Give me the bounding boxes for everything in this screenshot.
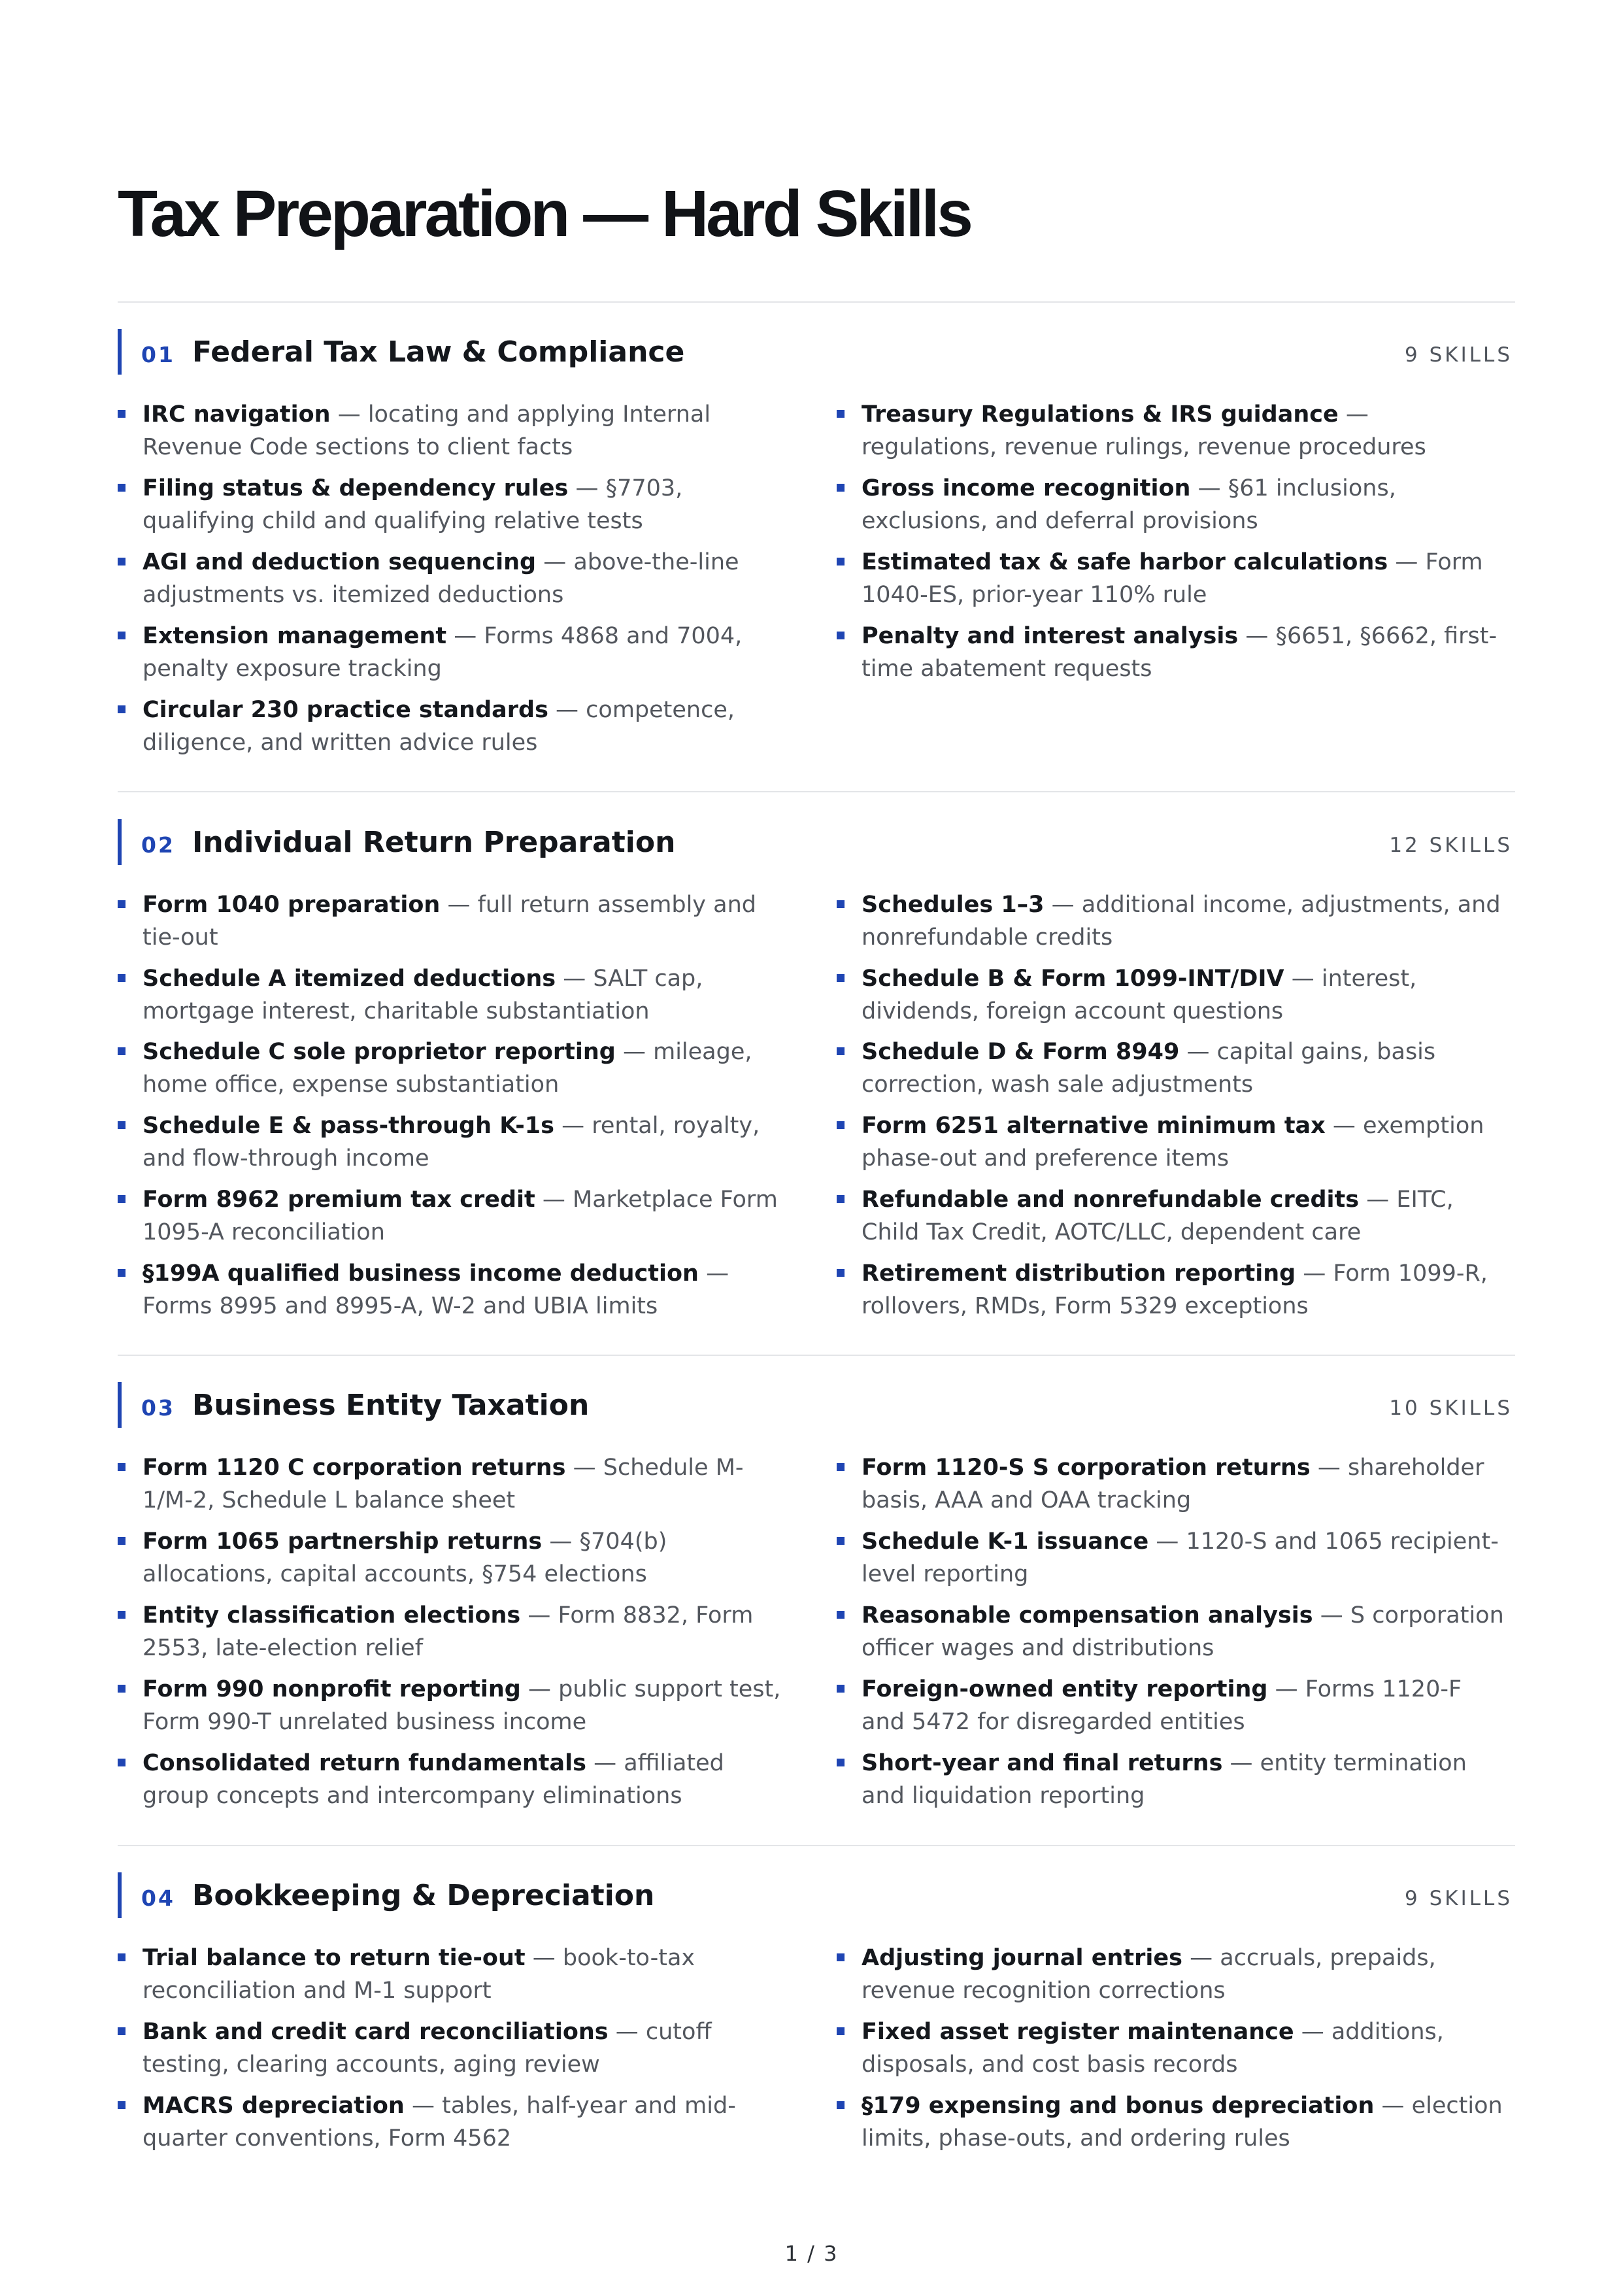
skill-description: — election limits, phase-outs, and ordering rules — [862, 2093, 1503, 2152]
skill-item — [118, 1673, 791, 1738]
skill-name: Trial balance to return tie-out — [142, 1945, 526, 1971]
skill-item — [118, 2016, 791, 2081]
bullet-square-icon — [837, 900, 845, 908]
skill-name: Fixed asset register maintenance — [862, 2019, 1294, 2045]
skill-description: — cutoff testing, clearing accounts, aging review — [142, 2019, 712, 2078]
skill-name: Retirement distribution reporting — [862, 1260, 1296, 1287]
bullet-square-icon — [837, 2027, 845, 2035]
skill-item — [118, 1451, 791, 1517]
skill-description: — Forms 1120-F and 5472 for disregarded entities — [862, 1676, 1462, 1735]
bullet-square-icon — [118, 1759, 125, 1766]
skill-name: Schedules 1–3 — [862, 892, 1045, 918]
section-accent-bar — [118, 1382, 122, 1428]
section-divider — [118, 1355, 1515, 1356]
section-skill-count: 12 SKILLS — [1389, 834, 1513, 857]
skill-description: — entity termination and liquidation reporting — [862, 1750, 1467, 1809]
skill-item — [118, 472, 791, 537]
skill-name: Schedule A itemized deductions — [142, 966, 556, 992]
skill-description: — §704(b) allocations, capital accounts, §754 elections — [142, 1528, 667, 1587]
skill-name: Refundable and nonrefundable credits — [862, 1187, 1360, 1213]
bullet-square-icon — [118, 1685, 125, 1693]
skill-description: — affiliated group concepts and intercompany eliminations — [142, 1750, 724, 1809]
bullet-square-icon — [837, 1685, 845, 1693]
bullet-square-icon — [837, 484, 845, 492]
bullet-square-icon — [118, 2101, 125, 2109]
skill-description: — rental, royalty, and flow-through income — [142, 1113, 760, 1172]
skill-name: Short-year and final returns — [862, 1750, 1223, 1776]
skill-item — [118, 1109, 791, 1175]
skill-item — [837, 2016, 1510, 2081]
page-number: 1 / 3 — [784, 2241, 839, 2266]
section-header — [118, 1872, 1515, 1919]
title-divider — [118, 301, 1515, 303]
skill-name: Schedule K-1 issuance — [862, 1528, 1149, 1555]
bullet-square-icon — [118, 1537, 125, 1545]
skill-name: Bank and credit card reconciliations — [142, 2019, 609, 2045]
skill-item — [118, 2089, 791, 2155]
section-title: Bookkeeping & Depreciation — [192, 1879, 655, 1912]
skill-description: — Form 1099-R, rollovers, RMDs, Form 5329 exceptions — [862, 1260, 1488, 1319]
skill-item — [118, 546, 791, 611]
skill-name: Form 990 nonprofit reporting — [142, 1676, 521, 1702]
section-skill-count: 10 SKILLS — [1389, 1396, 1513, 1420]
skill-name: Form 1120 C corporation returns — [142, 1455, 566, 1481]
skill-description: — additional income, adjustments, and nonrefundable credits — [862, 892, 1501, 951]
skill-item — [837, 1942, 1510, 2007]
document-page — [118, 0, 1515, 2296]
skill-item — [837, 1257, 1510, 1323]
skill-item — [118, 1747, 791, 1812]
skill-item — [118, 888, 791, 954]
section-title: Federal Tax Law & Compliance — [192, 335, 685, 369]
bullet-square-icon — [837, 1195, 845, 1203]
skill-name: Entity classification elections — [142, 1602, 521, 1629]
skill-item — [118, 1525, 791, 1591]
skill-name: Schedule B & Form 1099-INT/DIV — [862, 966, 1284, 992]
section-divider — [118, 1845, 1515, 1846]
bullet-square-icon — [837, 1269, 845, 1277]
skill-name: Form 1040 preparation — [142, 892, 441, 918]
skill-name: Form 8962 premium tax credit — [142, 1187, 535, 1213]
bullet-square-icon — [837, 1121, 845, 1129]
skill-description: — Schedule M-1/M-2, Schedule L balance sheet — [142, 1455, 744, 1513]
skill-name: §179 expensing and bonus depreciation — [862, 2093, 1375, 2119]
skill-item — [118, 1036, 791, 1101]
skill-item — [837, 1183, 1510, 1249]
section-number: 02 — [141, 832, 175, 858]
skill-description: — public support test, Form 990-T unrelated business income — [142, 1676, 781, 1735]
skill-item — [837, 398, 1510, 464]
bullet-square-icon — [118, 1611, 125, 1619]
skill-name: Reasonable compensation analysis — [862, 1602, 1313, 1629]
section-divider — [118, 791, 1515, 792]
skill-name: Foreign-owned entity reporting — [862, 1676, 1268, 1702]
skill-name: Schedule D & Form 8949 — [862, 1039, 1180, 1065]
skill-item — [837, 620, 1510, 685]
skill-name: IRC navigation — [142, 401, 331, 428]
skill-name: Consolidated return fundamentals — [142, 1750, 586, 1776]
skill-description: — Form 8832, Form 2553, late-election relief — [142, 1602, 754, 1661]
skill-item — [837, 1525, 1510, 1591]
skill-description: — SALT cap, mortgage interest, charitable substantiation — [142, 966, 703, 1024]
section-header — [118, 329, 1515, 376]
skill-description: — tables, half-year and mid-quarter conventions, Form 4562 — [142, 2093, 736, 2152]
page-title: Tax Preparation — Hard Skills — [118, 177, 971, 250]
skill-name: Filing status & dependency rules — [142, 475, 569, 501]
bullet-square-icon — [837, 1759, 845, 1766]
bullet-square-icon — [118, 705, 125, 713]
bullet-square-icon — [837, 974, 845, 982]
skill-description: — above-the-line adjustments vs. itemized deductions — [142, 549, 739, 608]
bullet-square-icon — [837, 558, 845, 566]
skill-item — [837, 1451, 1510, 1517]
skill-description: — locating and applying Internal Revenue Code sections to client facts — [142, 401, 711, 460]
skill-item — [837, 2089, 1510, 2155]
bullet-square-icon — [118, 1121, 125, 1129]
skill-description: — regulations, revenue rulings, revenue procedures — [862, 401, 1426, 460]
bullet-square-icon — [118, 558, 125, 566]
skill-description: — §7703, qualifying child and qualifying relative tests — [142, 475, 683, 534]
bullet-square-icon — [118, 1047, 125, 1055]
bullet-square-icon — [118, 1195, 125, 1203]
bullet-square-icon — [118, 484, 125, 492]
skill-description: — interest, dividends, foreign account questions — [862, 966, 1417, 1024]
skill-description: — EITC, Child Tax Credit, AOTC/LLC, dependent care — [862, 1187, 1454, 1245]
section-accent-bar — [118, 329, 122, 375]
skill-name: MACRS depreciation — [142, 2093, 405, 2119]
skill-item — [118, 1599, 791, 1664]
skill-item — [837, 472, 1510, 537]
skill-item — [118, 1942, 791, 2007]
skill-name: Extension management — [142, 623, 447, 649]
bullet-square-icon — [118, 1269, 125, 1277]
skill-item — [118, 1183, 791, 1249]
bullet-square-icon — [837, 2101, 845, 2109]
bullet-square-icon — [118, 900, 125, 908]
section-number: 03 — [141, 1395, 175, 1421]
skill-item — [837, 1673, 1510, 1738]
section-accent-bar — [118, 819, 122, 865]
section-title: Individual Return Preparation — [192, 826, 676, 859]
section-accent-bar — [118, 1872, 122, 1918]
bullet-square-icon — [118, 632, 125, 639]
skill-item — [837, 546, 1510, 611]
skill-name: Adjusting journal entries — [862, 1945, 1182, 1971]
bullet-square-icon — [837, 1953, 845, 1961]
skill-name: Treasury Regulations & IRS guidance — [862, 401, 1339, 428]
skill-item — [837, 1109, 1510, 1175]
skill-description: — capital gains, basis correction, wash sale adjustments — [862, 1039, 1436, 1098]
skill-name: Estimated tax & safe harbor calculations — [862, 549, 1388, 575]
section-header — [118, 819, 1515, 866]
skill-description: — accruals, prepaids, revenue recognition corrections — [862, 1945, 1436, 2004]
skill-description: — full return assembly and tie-out — [142, 892, 756, 951]
skill-name: Form 1065 partnership returns — [142, 1528, 543, 1555]
skill-item — [118, 398, 791, 464]
bullet-square-icon — [118, 410, 125, 418]
skill-item — [837, 1036, 1510, 1101]
skill-description: — Form 1040-ES, prior-year 110% rule — [862, 549, 1483, 608]
bullet-square-icon — [118, 1953, 125, 1961]
section-skill-count: 9 SKILLS — [1405, 343, 1513, 367]
bullet-square-icon — [837, 1047, 845, 1055]
skill-item — [118, 1257, 791, 1323]
skill-name: Penalty and interest analysis — [862, 623, 1239, 649]
section-number: 01 — [141, 342, 175, 367]
skill-description: — book-to-tax reconciliation and M-1 support — [142, 1945, 695, 2004]
skill-description: — shareholder basis, AAA and OAA tracking — [862, 1455, 1484, 1513]
skill-name: §199A qualified business income deduction — [142, 1260, 699, 1287]
skill-name: Schedule E & pass-through K-1s — [142, 1113, 554, 1139]
section-number: 04 — [141, 1885, 175, 1911]
skill-name: Form 6251 alternative minimum tax — [862, 1113, 1326, 1139]
section-title: Business Entity Taxation — [192, 1389, 590, 1422]
skill-item — [837, 888, 1510, 954]
skill-item — [837, 962, 1510, 1028]
bullet-square-icon — [837, 1537, 845, 1545]
bullet-square-icon — [118, 974, 125, 982]
skill-item — [118, 694, 791, 759]
bullet-square-icon — [837, 1463, 845, 1471]
skill-description: — S corporation officer wages and distributions — [862, 1602, 1504, 1661]
skill-description: — additions, disposals, and cost basis records — [862, 2019, 1444, 2078]
bullet-square-icon — [837, 1611, 845, 1619]
skill-description: — Forms 4868 and 7004, penalty exposure tracking — [142, 623, 743, 682]
skill-description: — 1120-S and 1065 recipient-level reporting — [862, 1528, 1499, 1587]
skill-item — [118, 620, 791, 685]
skill-description: — mileage, home office, expense substantiation — [142, 1039, 752, 1098]
skill-name: AGI and deduction sequencing — [142, 549, 537, 575]
bullet-square-icon — [837, 410, 845, 418]
skill-name: Gross income recognition — [862, 475, 1191, 501]
skill-description: — competence, diligence, and written advice rules — [142, 697, 735, 756]
skill-description: — Marketplace Form 1095-A reconciliation — [142, 1187, 778, 1245]
skill-description: — exemption phase-out and preference items — [862, 1113, 1484, 1172]
section-skill-count: 9 SKILLS — [1405, 1887, 1513, 1910]
skill-name: Circular 230 practice standards — [142, 697, 548, 723]
skill-description: — Forms 8995 and 8995-A, W-2 and UBIA limits — [142, 1260, 729, 1319]
skill-item — [837, 1599, 1510, 1664]
bullet-square-icon — [837, 632, 845, 639]
skill-item — [837, 1747, 1510, 1812]
skill-description: — §6651, §6662, first-time abatement requests — [862, 623, 1498, 682]
skill-name: Form 1120-S S corporation returns — [862, 1455, 1311, 1481]
skill-item — [118, 962, 791, 1028]
section-header — [118, 1382, 1515, 1429]
skill-description: — §61 inclusions, exclusions, and deferral provisions — [862, 475, 1396, 534]
skill-name: Schedule C sole proprietor reporting — [142, 1039, 616, 1065]
bullet-square-icon — [118, 1463, 125, 1471]
bullet-square-icon — [118, 2027, 125, 2035]
